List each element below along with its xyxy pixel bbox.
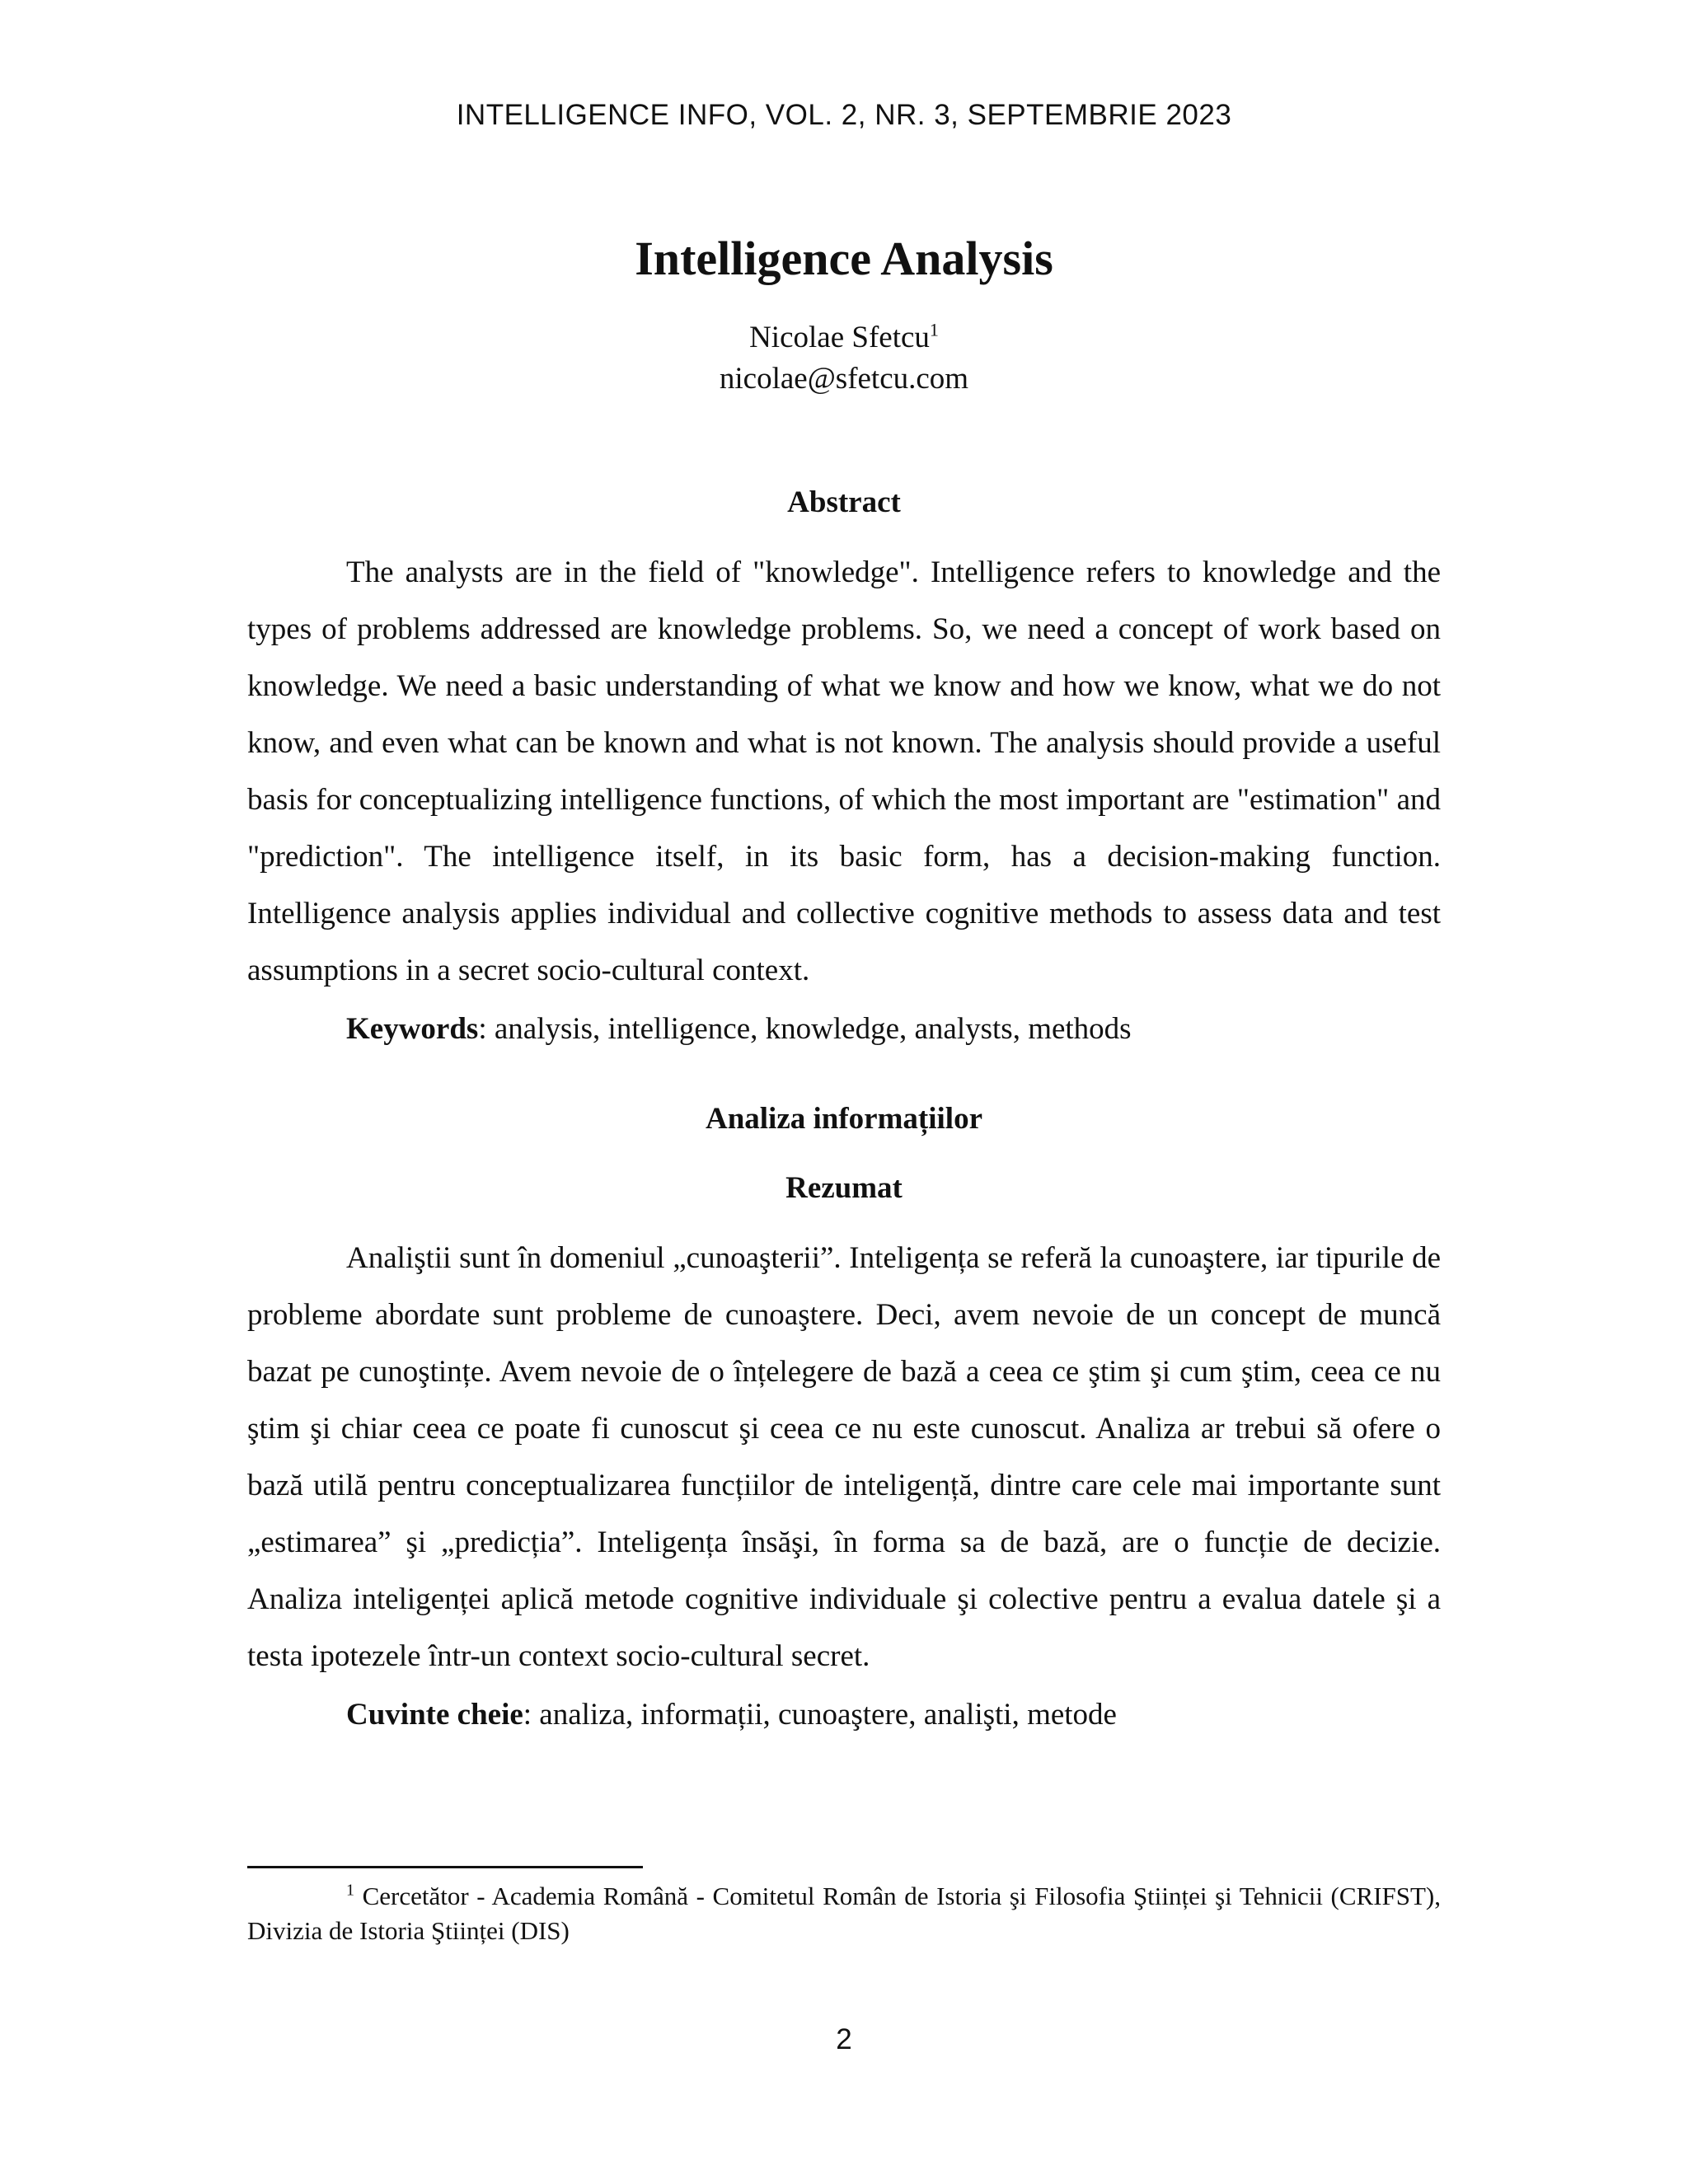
keywords-line <box>346 1001 1441 1057</box>
keywords-label: Keywords <box>346 1012 479 1046</box>
author-line <box>0 317 1688 359</box>
keywords-list: : analysis, intelligence, knowledge, analysts, methods <box>478 1012 1132 1046</box>
footnote-mark: 1 <box>346 1881 354 1900</box>
cuvinte-cheie-list: : analiza, informații, cunoaştere, analişti, metode <box>523 1698 1117 1732</box>
rezumat-paragraph <box>247 1230 1441 1685</box>
author-footnote-mark[interactable]: 1 <box>929 319 939 340</box>
author-name: Nicolae Sfetcu <box>749 321 930 354</box>
running-header: INTELLIGENCE INFO, VOL. 2, NR. 3, SEPTEMBRIE 2023 <box>456 99 1232 131</box>
article-title: Intelligence Analysis <box>635 232 1053 285</box>
cuvinte-cheie-line <box>346 1686 1441 1743</box>
abstract-heading: Abstract <box>787 485 901 519</box>
author-block <box>0 317 1688 400</box>
author-email: nicolae@sfetcu.com <box>719 362 969 396</box>
romanian-title: Analiza informațiilor <box>705 1102 983 1136</box>
page-number: 2 <box>836 2023 852 2055</box>
abstract-paragraph <box>247 544 1441 999</box>
footnote-text: Cercetător - Academia Română - Comitetul Român de Istoria şi Filosofia Ştiinței şi Tehnicii (CRIFST), Divizia de Istoria Ştiinței (DIS) <box>247 1882 1442 1945</box>
footnote <box>247 1879 1441 1948</box>
rezumat-heading: Rezumat <box>785 1171 903 1205</box>
footnote-separator <box>247 1866 643 1868</box>
abstract-text: The analysts are in the field of "knowledge". Intelligence refers to knowledge and the types of problems addressed are knowledge problems. So, we need a concept of work based on knowledge. We need a basic understanding of what we know and how we know, what we do not know, and even what can be known and what is not known. The analysis should provide a useful basis for conceptualizing intelligence functions, of which the most important are "estimation" and "prediction". The intelligence itself, in its basic form, has a decision-making function. Intelligence analysis applies individual and collective cognitive methods to assess data and test assumptions in a secret socio-cultural context. <box>247 555 1441 987</box>
cuvinte-cheie-label: Cuvinte cheie <box>346 1698 523 1732</box>
rezumat-text: Analiştii sunt în domeniul „cunoaşterii”. Inteligența se referă la cunoaştere, iar tipurile de probleme abordate sunt probleme de cunoaştere. Deci, avem nevoie de un concept de muncă bazat pe cunoştințe. Avem nevoie de o înțelegere de bază a ceea ce ştim şi cum ştim, ceea ce nu ştim şi chiar ceea ce poate fi cunoscut şi ceea ce nu este cunoscut. Analiza ar trebui să ofere o bază utilă pentru conceptualizarea funcțiilor de inteligență, dintre care cele mai importante sunt „estimarea” şi „predicția”. Inteligența însăşi, în forma sa de bază, are o funcție de decizie. Analiza inteligenței aplică metode cognitive individuale şi colective pentru a evalua datele şi a testa ipotezele într-un context socio-cultural secret. <box>247 1241 1441 1673</box>
